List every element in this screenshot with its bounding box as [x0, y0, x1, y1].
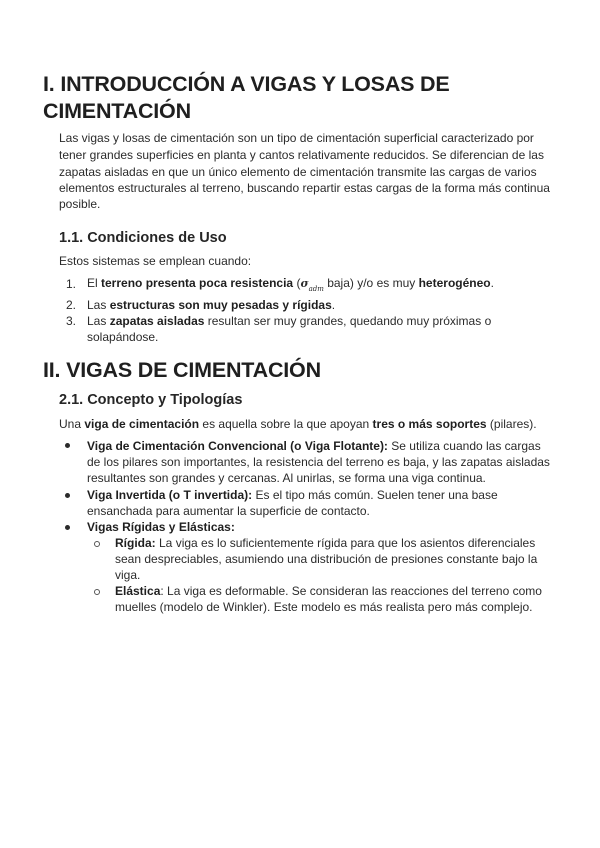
sub-bullet-icon [94, 589, 100, 595]
list-item: Las zapatas aisladas resultan ser muy grandes, quedando muy próximas o [87, 314, 492, 328]
bullet-icon [65, 443, 70, 448]
section-2-title: II. VIGAS DE CIMENTACIÓN [43, 358, 321, 382]
sub-bullet-item-continuation: viga. [115, 568, 141, 582]
intro-line: posible. [59, 197, 101, 211]
sub-bullet-icon [94, 541, 100, 547]
bullet-item: Viga de Cimentación Convencional (o Viga Flotante): Se utiliza cuando las cargas [87, 439, 541, 453]
sub-bullet-item-continuation: muelles (modelo de Winkler). Este modelo es más realista pero más complejo. [115, 600, 533, 614]
sub-bullet-item-continuation: sean despreciables, asumiendo una distribución de presiones constante bajo la [115, 552, 538, 566]
intro-line: Las vigas y losas de cimentación son un tipo de cimentación superficial caracterizado por [59, 131, 534, 145]
conditions-lead: Estos sistemas se emplean cuando: [59, 254, 252, 268]
bullet-item: Viga Invertida (o T invertida): Es el tipo más común. Suelen tener una base [87, 488, 498, 502]
sub-bullet-item: Rígida: La viga es lo suficientemente rígida para que los asientos diferenciales [115, 536, 536, 550]
sigma-subscript: adm [308, 285, 324, 293]
sub-bullet-item: Elástica: La viga es deformable. Se consideran las reacciones del terreno como [115, 584, 542, 598]
bullet-item-continuation: ensanchada para aumentar la superficie de contacto. [87, 504, 370, 518]
list-number: 2. [66, 298, 77, 312]
bullet-icon [65, 525, 70, 530]
subsection-1-1-heading: 1.1. Condiciones de Uso [59, 230, 227, 246]
bullet-item: Vigas Rígidas y Elásticas: [87, 520, 235, 534]
intro-line: tener grandes superficies en planta y cantos relativamente reducidos. Se diferencian de las [59, 148, 544, 162]
intro-line: elementos estructurales al terreno, buscando repartir estas cargas de la forma más continua [59, 181, 550, 195]
bullet-icon [65, 493, 70, 498]
list-number: 3. [66, 314, 77, 328]
sigma-symbol: σ [300, 277, 309, 290]
list-number: 1. [66, 277, 77, 291]
bullet-item-continuation: resultantes son grandes y cercanas. Al unirlas, se forma una viga continua. [87, 471, 486, 485]
concept-lead: Una viga de cimentación es aquella sobre la que apoyan tres o más soportes (pilares). [59, 417, 537, 431]
intro-line: zapatas aisladas en que un único elemento de cimentación transmite las cargas de varios [59, 165, 537, 179]
list-item-continuation: solapándose. [87, 330, 159, 344]
list-item: El terreno presenta poca resistencia ($\sigma_{adm}$ baja) y/o es muy heterogéneo. [87, 276, 494, 293]
section-1-title-line-2: CIMENTACIÓN [43, 99, 191, 123]
section-1-title-line-1: I. INTRODUCCIÓN A VIGAS Y LOSAS DE [43, 72, 450, 96]
list-item: Las estructuras son muy pesadas y rígidas. [87, 298, 336, 312]
bullet-item-continuation: de los pilares son importantes, la resistencia del terreno es baja, y las zapatas aisladas [87, 455, 550, 469]
subsection-2-1-heading: 2.1. Concepto y Tipologías [59, 392, 243, 408]
